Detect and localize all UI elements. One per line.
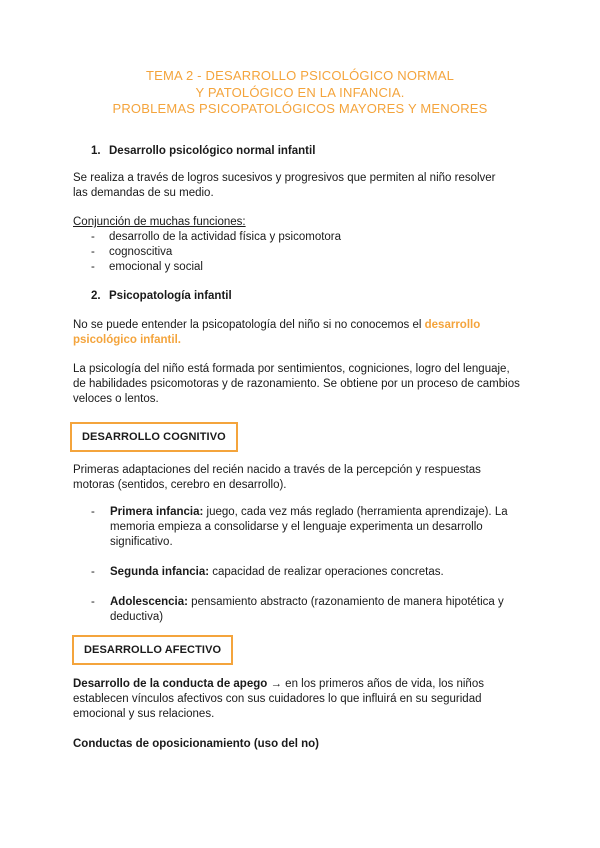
bullet-dash: - [91,231,95,243]
section-2-heading-text: Psicopatología infantil [109,290,232,302]
bullet-dash: - [91,596,95,608]
bullet-dash: - [91,506,95,518]
cognitive-section-label: DESARROLLO COGNITIVO [70,422,238,452]
list-item: - Segunda infancia: capacidad de realizar operaciones concretas. [91,566,444,578]
attachment-paragraph: Desarrollo de la conducta de apego → en los primeros años de vida, los niños establecen vínculos afectivos con sus cuidadores lo que influirá en su seguridad emocional y sus relaciones. [73,678,484,720]
arrow-icon: → [267,678,286,690]
section-2-paragraph-2: La psicología del niño está formada por sentimientos, cogniciones, logro del lenguaje, de habilidades psicomotoras y de razonamiento. Se obtiene por un proceso de cambios veloces o lentos. [73,363,520,405]
affective-section-label: DESARROLLO AFECTIVO [72,635,233,665]
section-2-number: 2. [91,290,101,302]
cognitive-stages-list [91,505,511,625]
title-line-3: PROBLEMAS PSICOPATOLÓGICOS MAYORES Y MENORES [112,101,488,116]
opposition-heading: Conductas de oposicionamiento (uso del no) [73,738,319,750]
section-2-heading [91,289,551,304]
bullet-dash: - [91,566,95,578]
list-item: - cognoscitiva [91,246,173,258]
list-item: - emocional y social [91,261,203,273]
functions-list [91,230,511,275]
highlighted-term: desarrollo psicológico infantil. [73,319,481,346]
list-item: - Adolescencia: pensamiento abstracto (razonamiento de manera hipotética y deductiva) [91,596,504,623]
bullet-dash: - [91,261,95,273]
list-item: - Primera infancia: juego, cada vez más reglado (herramienta aprendizaje). La memoria empieza a consolidarse y el lenguaje experimenta un desarrollo significativo. [91,506,508,548]
list-item: - desarrollo de la actividad física y psicomotora [91,231,342,243]
title-line-1: TEMA 2 - DESARROLLO PSICOLÓGICO NORMAL [145,68,455,83]
section-2-paragraph-1: No se puede entender la psicopatología del niño si no conocemos el desarrollo psicológico infantil. [73,319,481,346]
section-1-paragraph: Se realiza a través de logros sucesivos y progresivos que permiten al niño resolver las demandas de su medio. [73,172,496,199]
section-1-heading [91,144,551,159]
section-1-heading-text: Desarrollo psicológico normal infantil [109,145,316,157]
cognitive-intro: Primeras adaptaciones del recién nacido a través de la percepción y respuestas motoras (sentidos, cerebro en desarrollo). [73,464,481,491]
document-title [60,68,540,118]
functions-list-title: Conjunción de muchas funciones: [73,216,246,228]
bullet-dash: - [91,246,95,258]
title-line-2: Y PATOLÓGICO EN LA INFANCIA. [195,84,405,100]
section-1-number: 1. [91,145,101,157]
